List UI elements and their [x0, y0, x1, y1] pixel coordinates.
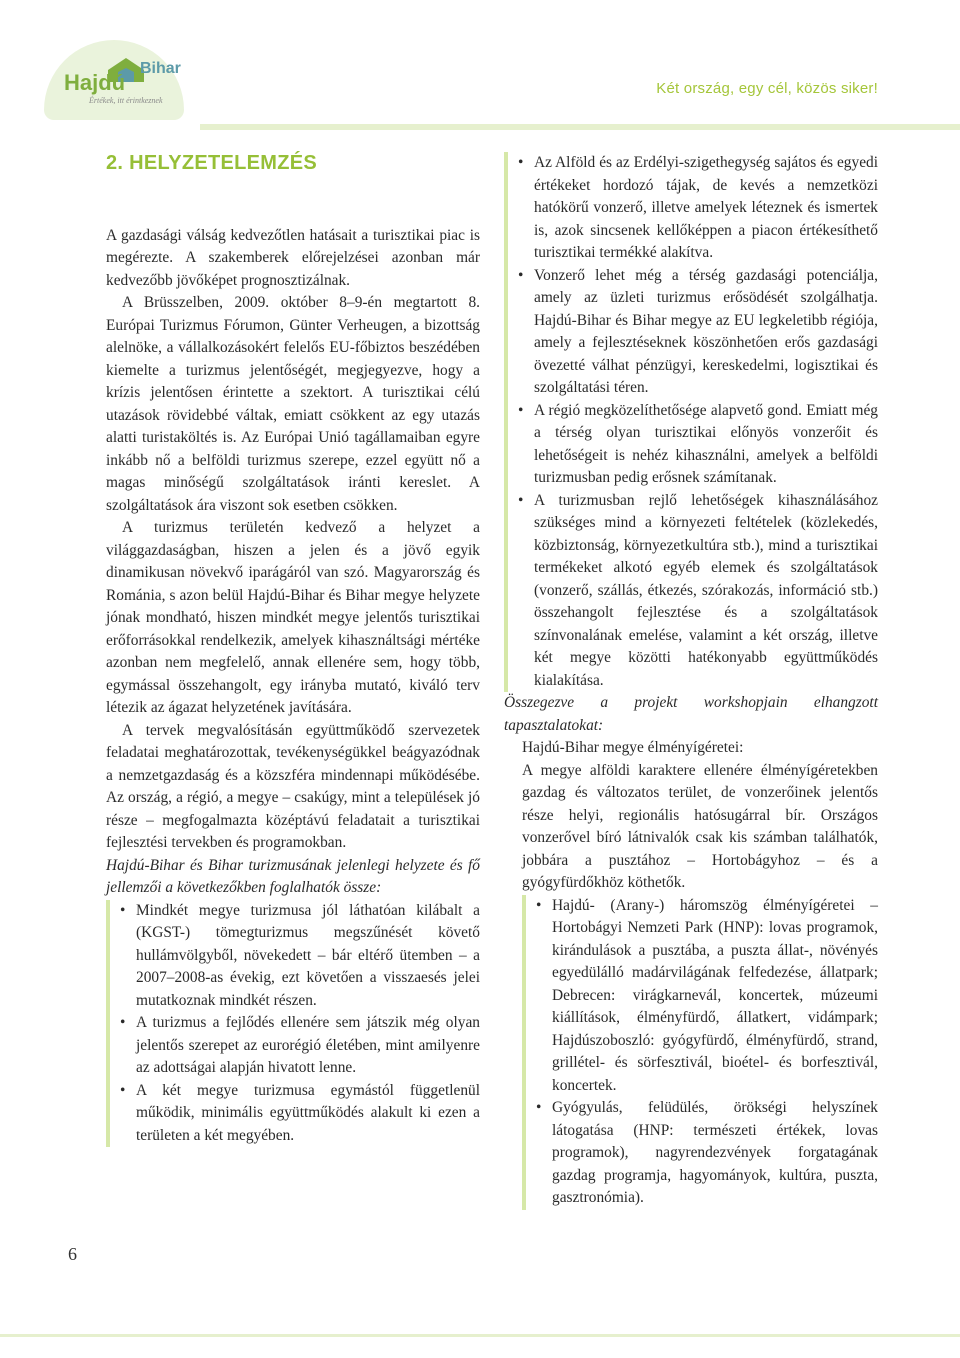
footer-divider: [0, 1334, 960, 1337]
paragraph: A turizmus területén kedvező a helyzet a világgazdaságban, hiszen a jelen és a jövő egyik dinamikusan növekvő iparágáról van szó. Magyarország és Románia, s azon belül Hajdú-Bihar és Bihar megye helyzete jónak mondható, hiszen mindkét megye jelentős turisztikai erőforrásokkal rendelkezik, amelyek kihasználtsági mértéke azonban nem megfelelő, annak ellenére sem, hogy több, egymással összehangolt, egy irányba mutató, kiváló terv létezik az ágazat helyzetének javítására.: [106, 519, 480, 716]
header-tagline: Két ország, egy cél, közös siker!: [656, 80, 878, 97]
logo-text: Hajdú: [64, 70, 126, 95]
page-header: [0, 0, 960, 128]
list-item: • Vonzerő lehet még a térség gazdasági potenciálja, amely az üzleti turizmus erősödését szolgálhatja. Hajdú-Bihar és Bihar megye az EU legkeletibb régiója, amely a fejlesztéseknek köszönhetően erős gazdasági övezetté válhat pénzügyi, kereskedelmi, logisztikai és szolgáltatási téren.: [504, 265, 878, 400]
header-divider: [200, 124, 960, 130]
list-item: • A turizmusban rejlő lehetőségek kihasználásához szükséges mind a környezeti feltételek (közlekedés, közbiztonság, környezetkultúra stb.), mind a turisztikai termékeket alkotó egyéb elemek és szolgáltatások (vonzerő, szállás, étkezés, szórakozás, információ stb.) összehangolt fejlesztése és a szolgáltatások színvonalának emelése, valamint a két ország, illetve két megye közötti hatékonyabb együttműködés kialakítása.: [504, 490, 878, 693]
summary-paragraph: A megye alföldi karaktere ellenére élményígéretekben gazdag és változatos terület, de vonzerőinek jelentős része helyi, regionális hatósugárral bír. Országos vonzerővel bíró látnivalók csak kis számban találhatók, jobbára a pusztához – Hortobágyhoz – és a gyógyfürdőkhöz köthetők.: [522, 761, 878, 891]
list-item: • A két megye turizmusa egymástól függetlenül működik, minimális együttműködés alakult ki ezen a területen a két megyében.: [106, 1080, 480, 1148]
page-number: 6: [68, 1244, 77, 1264]
paragraph: A Brüsszelben, 2009. október 8–9-én megtartott 8. Európai Turizmus Fórumon, Günter Verheugen, a bizottság alelnöke, a vállalkozásokért felelős EU-főbiztos beszédében kiemelte a turizmus jelentőségét, megjegyezve, hogy a krízis jelentősen érintette a szektort. A turisztikai célú utazások rövidebbé váltak, emiatt csökkent az egy utazás alatti turistaköltés is. Az Európai Unió tagállamaiban egyre inkább nő a belföldi turizmus szerepe, ezzel együtt nő a magas minőségű szolgáltatások iránti kereslet. A szolgáltatások ára viszont sok esetben csökken.: [106, 294, 480, 514]
logo-text-bihar: Bihar: [140, 60, 181, 77]
hajdu-bihar-logo: [44, 40, 184, 120]
list-item: • Hajdú- (Arany-) háromszög élményígéretei – Hortobágyi Nemzeti Park (HNP): lovas programok, kirándulások a pusztába, a puszta állat-, növényés egyedülálló madárvilágának felfedezése, állatpark; Debrecen: virágkarnevál, koncertek, múzeumi kiállítások, élményfürdő, állatkert, vidámpark; Hajdúszoboszló: gyógyfürdő, élményfürdő, strand, grillétel- és sörfesztivál, bioétel- és borfesztivál, koncertek.: [522, 895, 878, 1098]
bullet-list: [504, 152, 878, 692]
right-column: [504, 152, 878, 1210]
list-item: • Az Alföld és az Erdélyi-szigethegység sajátos és egyedi értékeket hordozó tájak, de kevés a nemzetközi hatókörű vonzerő, illetve amelyek léteznek és ismertek is, azok sincsenek kellőképpen a piacon értékesíthető turisztikai termékké alakítva.: [504, 152, 878, 265]
left-column: [106, 152, 480, 1147]
paragraph: A tervek megvalósításán együttműködő szervezetek feladatai meghatározottak, tevékenységükkel beágyazódnak a nemzetgazdaság és a közszféra mindennapi működésébe. Az ország, a régió, a megye – csakúgy, mint a települések jó része – megfogalmazta középtávú feladatait a turisztikai fejlesztési tervekben és programokban.: [106, 721, 480, 851]
list-item: • Mindkét megye turizmusa jól láthatóan kilábalt a (KGST-) tömegturizmus megszűnését követő hullámvölgyből, növekedett – bár eltérő ütemben – a 2007–2008-as évekig, ezt követően a visszaesés jelei mutatkoznak mindkét részen.: [106, 900, 480, 1013]
list-item: • Gyógyulás, felüdülés, örökségi helyszínek látogatása (HNP: természeti értékek, lovas programok), nagyrendezvények forgatagának gazdag programja, hagyományok, kultúra, puszta, gasztronómia).: [522, 1097, 878, 1210]
paragraph: A gazdasági válság kedvezőtlen hatásait a turisztikai piac is megérezte. A szakemberek előrejelzései azonban már kedvezőbb jövőképet prognosztizálnak.: [106, 226, 480, 289]
summary-bullet-list: [522, 895, 878, 1210]
list-item: • A régió megközelíthetősége alapvető gond. Emiatt még a térség olyan turisztikai előnyös vonzerőit és lehetőségeit is nehéz kihasználni, amelyek a belföldi turizmusban pedig erősnek számítanak.: [504, 400, 878, 490]
list-item: • A turizmus a fejlődés ellenére sem játszik még olyan jelentős szerepet az eurorégió életében, mint amilyenre az adottságai alapján hivatott lenne.: [106, 1012, 480, 1080]
section-heading: 2. HELYZETELEMZÉS: [106, 152, 318, 174]
summary-subheading: Hajdú-Bihar megye élményígéretei:: [522, 739, 744, 756]
logo-subtitle: Értékek, itt érintkeznek: [89, 96, 163, 105]
summary-block: [522, 737, 878, 1210]
italic-heading: Hajdú-Bihar és Bihar turizmusának jelenlegi helyzete és fő jellemzői a következőkben foglalhatók össze:: [106, 856, 480, 896]
summary-heading: Összegezve a projekt workshopjain elhangzott tapasztalatokat:: [504, 694, 878, 734]
bullet-list: [106, 900, 480, 1148]
